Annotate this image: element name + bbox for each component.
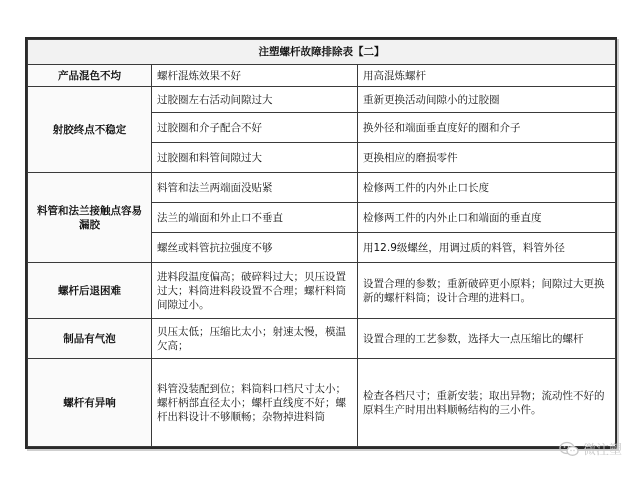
category-cell: 螺杆有异响: [28, 359, 152, 447]
watermark-text: 微注塑: [582, 443, 622, 458]
category-cell: 料管和法兰接触点容易漏胶: [28, 173, 152, 263]
category-cell: 产品混色不均: [28, 65, 152, 87]
cause-cell: 螺丝或料管抗拉强度不够: [152, 233, 358, 263]
solution-cell: 用高混炼螺杆: [358, 65, 616, 87]
cause-cell: 螺杆混炼效果不好: [152, 65, 358, 87]
cause-cell: 过胶圈和介子配合不好: [152, 113, 358, 143]
cause-cell: 进料段温度偏高；破碎料过大；贝压设置过大；料筒进料段设置不合理；螺杆料筒间隙过小。: [152, 263, 358, 319]
troubleshooting-table: [27, 39, 616, 447]
cause-cell: 贝压太低；压缩比太小；射速太慢，模温欠高；: [152, 319, 358, 359]
cause-cell: 法兰的端面和外止口不垂直: [152, 203, 358, 233]
troubleshooting-table-frame: [25, 37, 617, 449]
solution-cell: 检修两工件的内外止口长度: [358, 173, 616, 203]
category-cell: 射胶终点不稳定: [28, 87, 152, 173]
category-cell: 螺杆后退困难: [28, 263, 152, 319]
cause-cell: 过胶圈和料管间隙过大: [152, 143, 358, 173]
table-title: 注塑螺杆故障排除表【二】: [28, 40, 616, 65]
solution-cell: 检查各档尺寸；重新安装；取出异物；流动性不好的原料生产时用出料顺畅结构的三小件。: [358, 359, 616, 447]
category-cell: 制品有气泡: [28, 319, 152, 359]
solution-cell: 用12.9级螺丝，用调过质的料管，料管外径: [358, 233, 616, 263]
solution-cell: 重新更换活动间隙小的过胶圈: [358, 87, 616, 113]
solution-cell: 更换相应的磨损零件: [358, 143, 616, 173]
solution-cell: 设置合理的参数；重新破碎更小原料；间隙过大更换新的螺杆料筒；设计合理的进料口。: [358, 263, 616, 319]
wechat-icon: [559, 441, 579, 457]
solution-cell: 换外径和端面垂直度好的圈和介子: [358, 113, 616, 143]
watermark: [559, 439, 622, 458]
cause-cell: 料管和法兰两端面没贴紧: [152, 173, 358, 203]
solution-cell: 设置合理的工艺参数，选择大一点压缩比的螺杆: [358, 319, 616, 359]
cause-cell: 料管没装配到位；料筒料口档尺寸太小；螺杆柄部直径太小；螺杆直线度不好；螺杆出料设计不够顺畅；杂物掉进料筒: [152, 359, 358, 447]
solution-cell: 检修两工件的内外止口和端面的垂直度: [358, 203, 616, 233]
cause-cell: 过胶圈左右活动间隙过大: [152, 87, 358, 113]
